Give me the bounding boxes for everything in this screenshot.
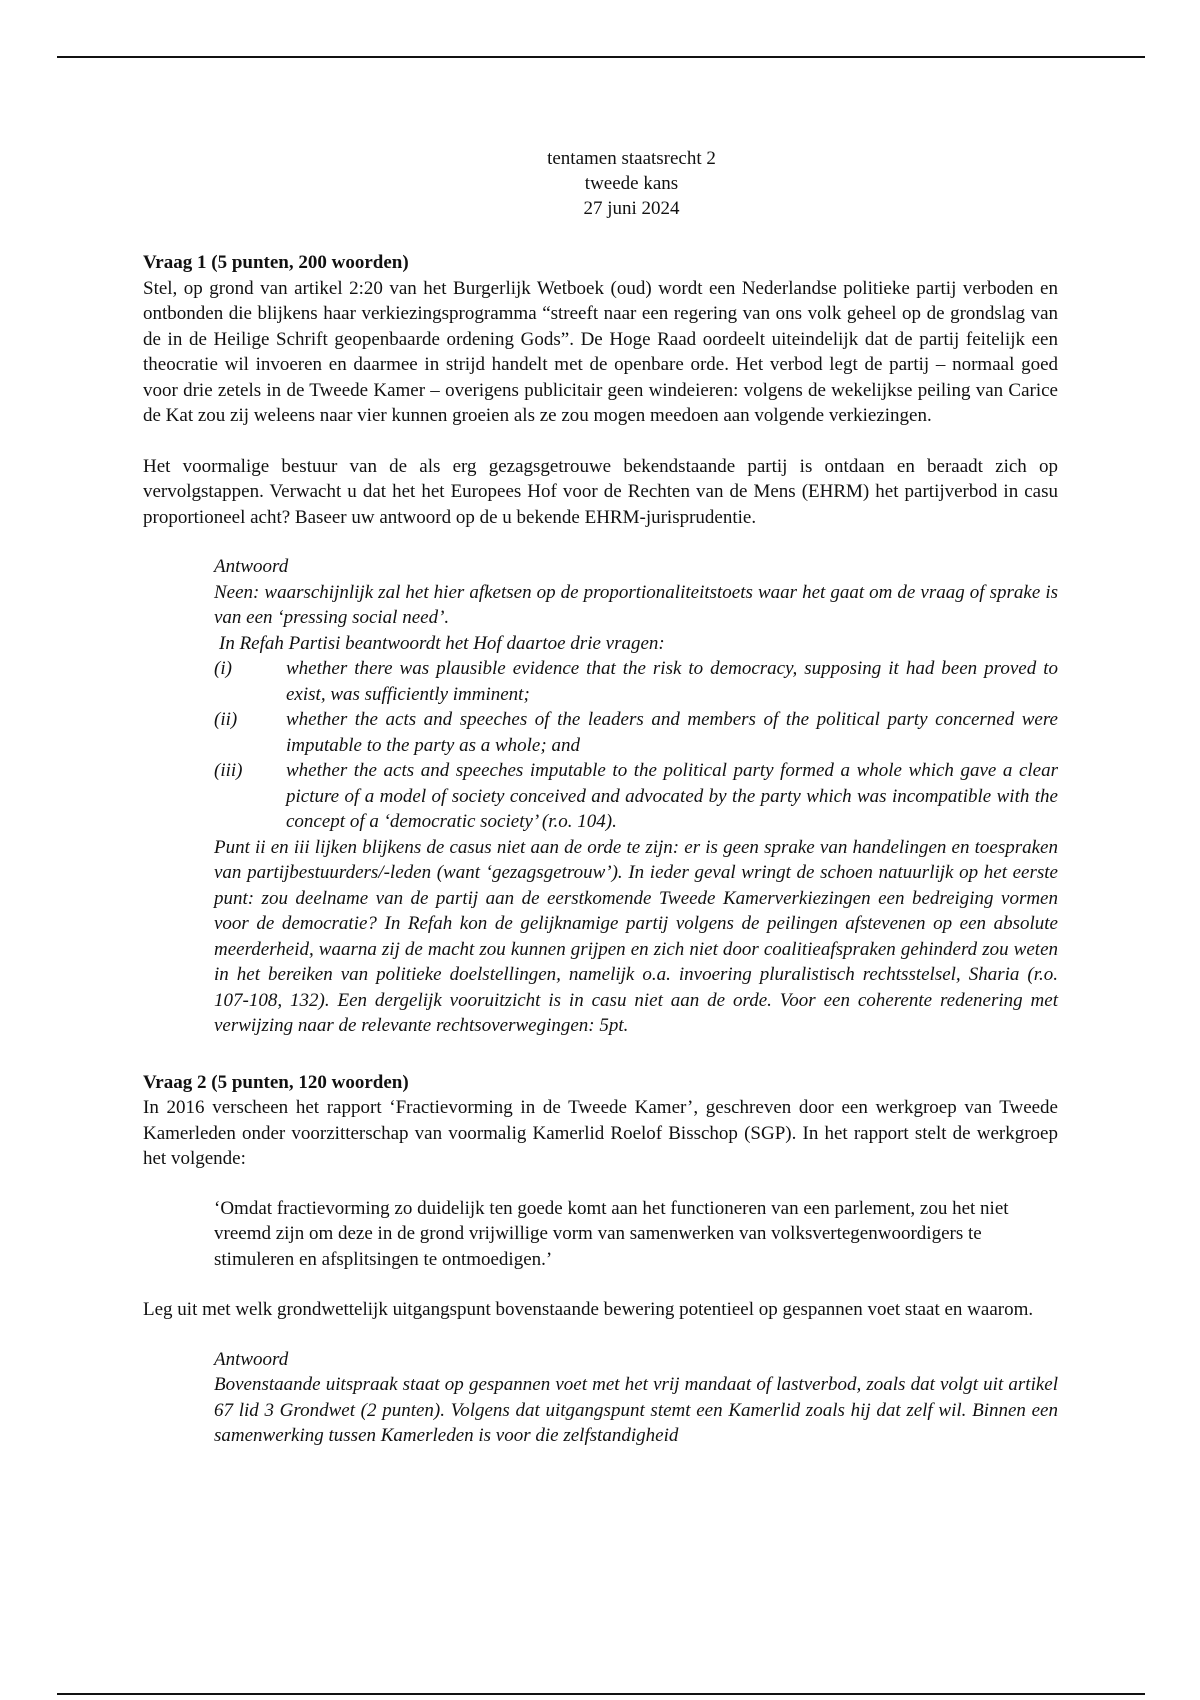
exam-date: 27 juni 2024: [583, 198, 680, 219]
exam-attempt: tweede kans: [584, 173, 679, 194]
question-1: [143, 250, 1058, 1039]
quote-text: ‘Omdat fractievorming zo duidelijk ten goede komt aan het functioneren van een parlement, zou het niet vreemd zijn om deze in de grond vrijwillige vorm van samenwerken van volksvertegenwoordigers te stimuleren en afsplitsingen te ontmoedigen.’: [214, 1197, 1009, 1270]
document-header: [205, 146, 1058, 221]
answer-criteria-list: [214, 656, 1058, 835]
question-2: [143, 1070, 1058, 1449]
answer-text: Bovenstaande uitspraak staat op gespannen voet met het vrij mandaat of lastverbod, zoals dat volgt uit artikel 67 lid 3 Grondwet (2 punten). Volgens dat uitgangspunt stemt een Kamerlid zoals hij dat zelf wil. Binnen een samenwerking tussen Kamerleden is voor die zelfstandigheid: [214, 1374, 1058, 1446]
question-2-paragraph-1: In 2016 verscheen het rapport ‘Fractievorming in de Tweede Kamer’, geschreven door een werkgroep van Tweede Kamerleden onder voorzitterschap van voormalig Kamerlid Roelof Bisschop (SGP). In het rapport stelt de werkgroep het volgende:: [143, 1097, 1058, 1169]
question-1-paragraph-2: Het voormalige bestuur van de als erg gezagsgetrouwe bekendstaande partij is ontdaan en beraadt zich op vervolgstappen. Verwacht u dat het het Europees Hof voor de Rechten van de Mens (EHRM) het partijverbod in casu proportioneel acht? Baseer uw antwoord op de u bekende EHRM-jurisprudentie.: [143, 455, 1058, 528]
list-item-number: (i): [214, 658, 232, 679]
list-item-number: (iii): [214, 760, 243, 781]
question-1-title: Vraag 1 (5 punten, 200 woorden): [143, 252, 409, 273]
question-1-answer: [214, 554, 1058, 1039]
top-rule: [57, 56, 1145, 58]
document-body: [143, 146, 1058, 1449]
question-2-paragraph-2: Leg uit met welk grondwettelijk uitgangspunt bovenstaande bewering potentieel op gespannen voet staat en waarom.: [143, 1299, 1034, 1320]
question-2-title: Vraag 2 (5 punten, 120 woorden): [143, 1071, 409, 1093]
list-item: [214, 656, 1058, 707]
answer-label: Antwoord: [214, 556, 289, 577]
answer-conclusion: Punt ii en iii lijken blijkens de casus niet aan de orde te zijn: er is geen sprake van handelingen en toespraken van partijbestuurders/-leden (want ‘gezagsgetrouw’). In ieder geval wringt de schoen natuurlijk op het eerste punt: zou deelname van de partij aan de eerstkomende Tweede Kamerverkiezingen een bedreiging vormen voor de democratie? In Refah kon de gelijknamige partij volgens de peilingen afstevenen op een absolute meerderheid, waarna zij de macht zou kunnen grijpen en zich niet door coalitieafspraken gehinderd zou weten in het bereiken van politieke doelstellingen, namelijk o.a. invoering pluralistisch rechtsstelsel, Sharia (r.o. 107-108, 132). Een dergelijk vooruitzicht is in casu niet aan de orde. Voor een coherente redenering met verwijzing naar de relevante rechtsoverwegingen: 5pt.: [214, 836, 1058, 1036]
list-item-text: whether there was plausible evidence that the risk to democracy, supposing it had been proved to exist, was sufficiently imminent;: [286, 658, 1058, 705]
list-item: [214, 707, 1058, 758]
question-1-paragraph-1: Stel, op grond van artikel 2:20 van het Burgerlijk Wetboek (oud) wordt een Nederlandse politieke partij verboden en ontbonden die blijkens haar verkiezingsprogramma “streeft naar een regering van ons volk geheel op de grondslag van de in de Heilige Schrift geopenbaarde ordening Gods”. De Hoge Raad oordeelt uiteindelijk dat de partij feitelijk een theocratie wil invoeren en daarmee in strijd handelt met de openbare orde. Het verbod legt de partij – normaal goed voor drie zetels in de Tweede Kamer – overigens publicitair geen windeieren: volgens de wekelijkse peiling van Carice de Kat zou zij weleens naar vier kunnen groeien als ze zou mogen meedoen aan volgende verkiezingen.: [143, 277, 1058, 426]
list-item: [214, 758, 1058, 835]
answer-label: Antwoord: [214, 1348, 289, 1370]
list-item-text: whether the acts and speeches imputable to the political party formed a whole which gave a clear picture of a model of society conceived and advocated by the party which was incompatible with the concept of a ‘democratic society’ (r.o. 104).: [286, 760, 1058, 832]
question-2-quote: [214, 1196, 1034, 1273]
list-item-number: (ii): [214, 709, 238, 730]
question-2-answer: [214, 1347, 1058, 1449]
list-item-text: whether the acts and speeches of the leaders and members of the political party concerned were imputable to the party as a whole; and: [286, 709, 1058, 756]
bottom-rule: [57, 1693, 1145, 1695]
answer-refah-intro: In Refah Partisi beantwoordt het Hof daartoe drie vragen:: [219, 632, 665, 654]
exam-title: tentamen staatsrecht 2: [547, 148, 716, 169]
answer-intro: Neen: waarschijnlijk zal het hier afketsen op de proportionaliteitstoets waar het gaat om de vraag of sprake is van een ‘pressing social need’.: [214, 581, 1058, 628]
